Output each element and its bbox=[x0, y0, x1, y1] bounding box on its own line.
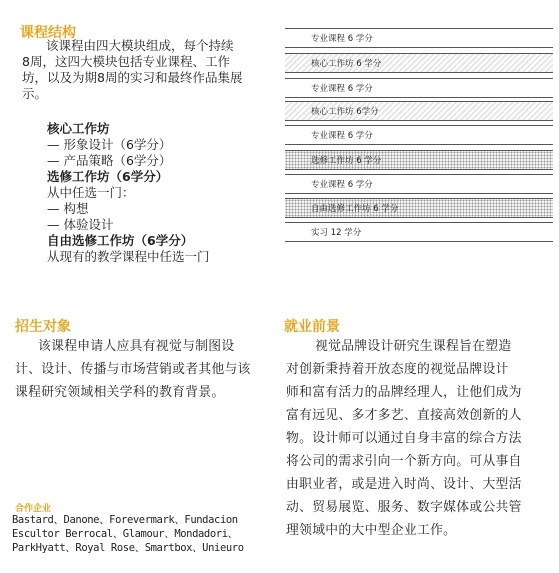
schedule-block: 专业课程 6 学分 bbox=[285, 125, 553, 145]
free-title: 自由选修工作坊（6学分） bbox=[47, 233, 194, 248]
partners-line-1: Bastard、Danone、Forevermark、Fundacion bbox=[12, 514, 238, 526]
intro-line-4: 示。 bbox=[22, 86, 48, 101]
career-line-5: 物。设计师可以通过自身丰富的综合方法 bbox=[286, 431, 522, 446]
career-line-8: 动、贸易展览、服务、数字媒体或公共管 bbox=[286, 500, 522, 515]
career-line-9: 理领域中的大中型企业工作。 bbox=[286, 523, 457, 538]
admission-line-3: 课程研究领域相关学科的教育背景。 bbox=[15, 385, 225, 400]
career-line-6: 将公司的需求引向一个新方向。可从事自 bbox=[286, 454, 522, 469]
elective-item-1: — 构想 bbox=[47, 201, 89, 216]
partners-line-3: ParkHyatt、Royal Rose、Smartbox、Unieuro bbox=[12, 542, 244, 554]
career-line-3: 师和富有活力的品牌经理人，让他们成为 bbox=[286, 385, 522, 400]
elective-title: 选修工作坊（6学分） bbox=[47, 169, 169, 184]
schedule-block: 选修工作坊 6 学分 bbox=[285, 150, 553, 170]
career-heading: 就业前景 bbox=[284, 319, 340, 335]
schedule-block: 专业课程 6 学分 bbox=[285, 28, 553, 48]
schedule-block: 专业课程 6 学分 bbox=[285, 78, 553, 98]
schedule-block: 核心工作坊 6 学分 bbox=[285, 53, 553, 73]
free-note: 从现有的教学课程中任选一门 bbox=[47, 249, 210, 264]
career-line-1: 视觉品牌设计研究生课程旨在塑造 bbox=[315, 339, 512, 354]
admission-panel bbox=[0, 291, 276, 573]
career-line-4: 富有远见、多才多艺、直接高效创新的人 bbox=[286, 408, 522, 423]
schedule-block: 自由选修工作坊 6 学分 bbox=[285, 198, 553, 218]
elective-item-2: — 体验设计 bbox=[47, 217, 114, 232]
structure-panel bbox=[0, 0, 276, 285]
schedule-block: 核心工作坊 6学分 bbox=[285, 101, 553, 121]
schedule-block: 实习 12 学分 bbox=[285, 222, 553, 242]
intro-line-1: 该课程由四大模块组成，每个持续 bbox=[46, 38, 234, 53]
intro-line-2: 8周，这四大模块包括专业课程、工作 bbox=[22, 54, 230, 69]
structure-heading: 课程结构 bbox=[20, 25, 76, 41]
career-line-2: 对创新秉持着开放态度的视觉品牌设计 bbox=[286, 362, 509, 377]
elective-note: 从中任选一门： bbox=[47, 185, 135, 200]
admission-heading: 招生对象 bbox=[15, 319, 71, 335]
partners-heading: 合作企业 bbox=[15, 504, 52, 514]
core-item-2: — 产品策略（6学分） bbox=[47, 153, 172, 168]
career-line-7: 由职业者，或是进入时尚、设计、大型活 bbox=[286, 477, 522, 492]
core-item-1: — 形象设计（6学分） bbox=[47, 137, 172, 152]
schedule-block: 专业课程 6 学分 bbox=[285, 174, 553, 194]
core-title: 核心工作坊 bbox=[47, 121, 110, 136]
intro-line-3: 坊，以及为期8周的实习和最终作品集展 bbox=[22, 70, 243, 85]
partners-line-2: Escultor Berrocal、Glamour、Mondadori、 bbox=[12, 528, 238, 540]
career-panel bbox=[278, 291, 559, 573]
admission-line-2: 计、设计、传播与市场营销或者其他与该 bbox=[15, 362, 251, 377]
admission-line-1: 该课程申请人应具有视觉与制图设 bbox=[38, 339, 235, 354]
